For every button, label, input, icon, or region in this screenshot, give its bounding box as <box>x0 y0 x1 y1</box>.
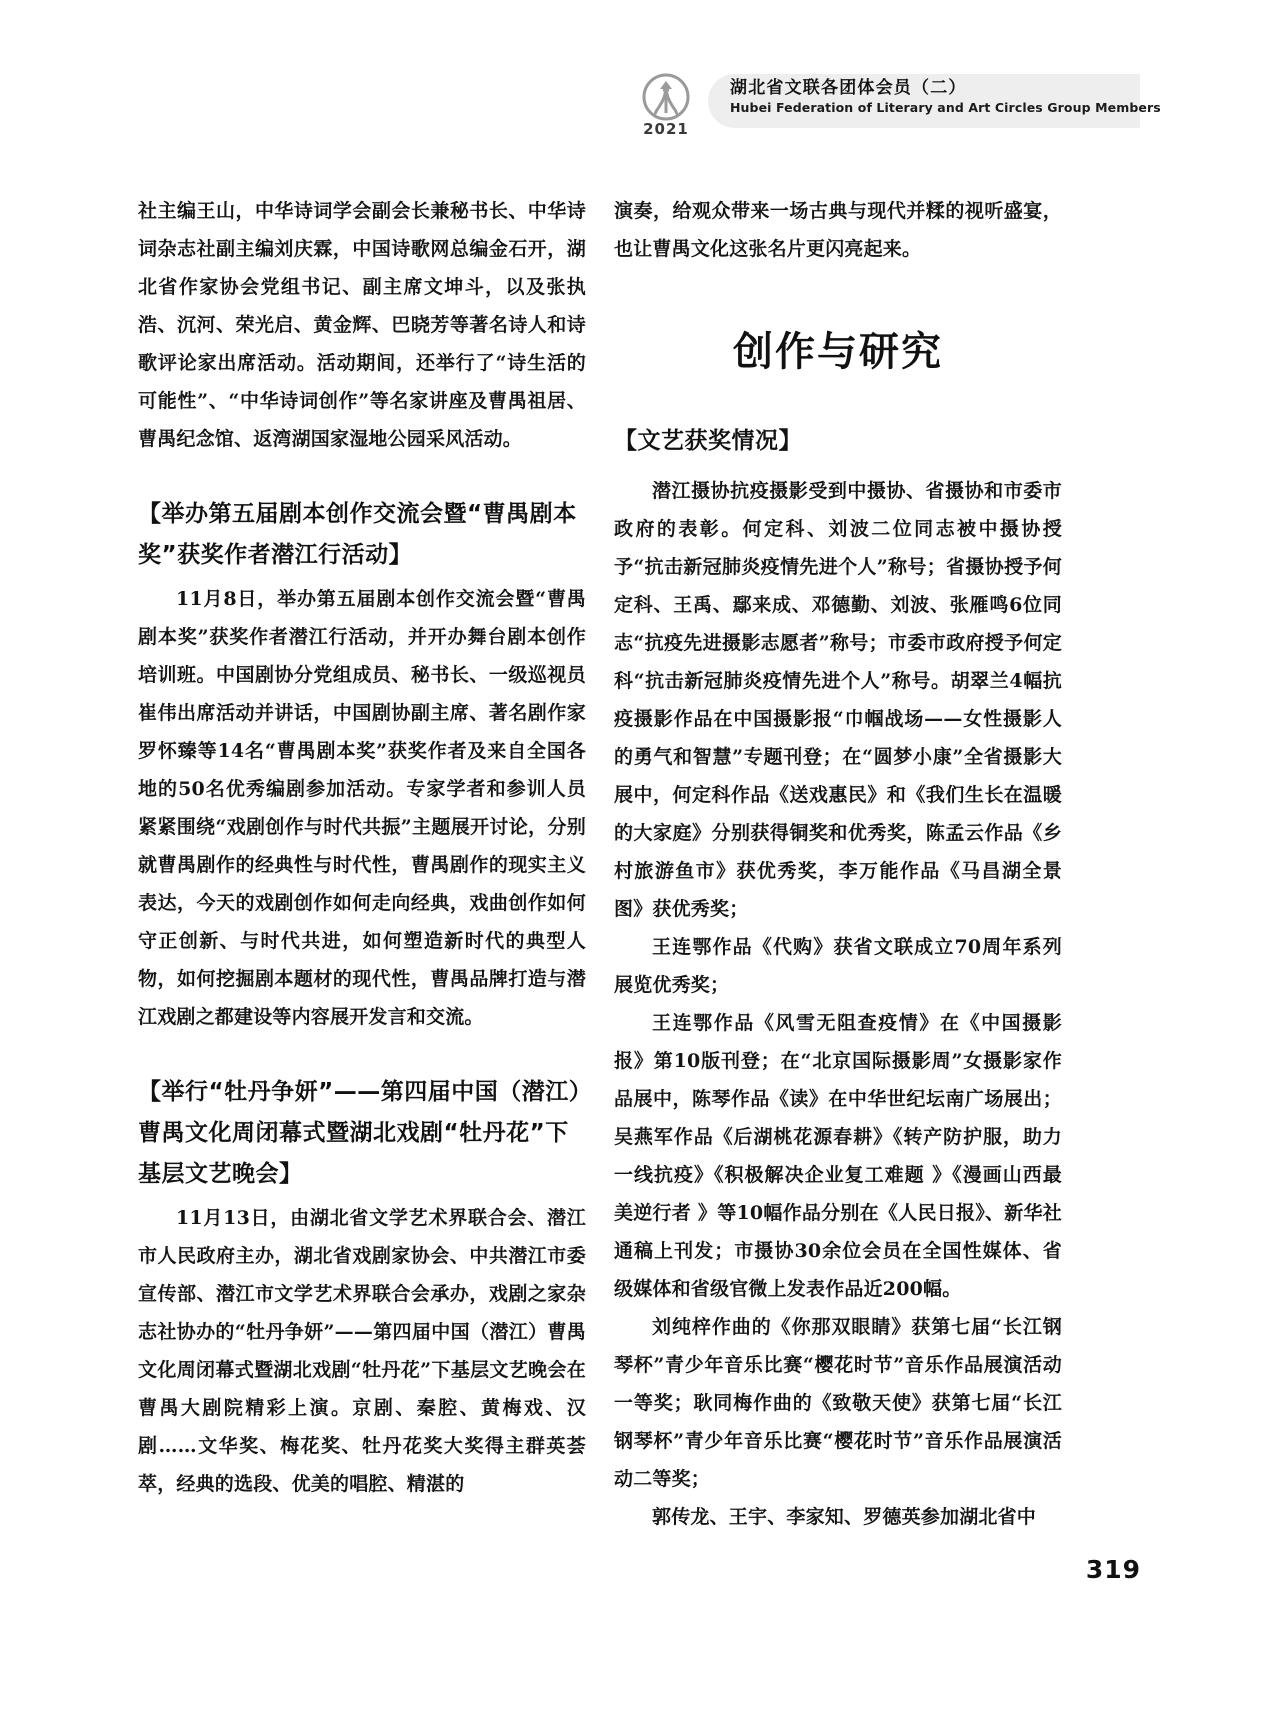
section-title-creation-and-research: 创作与研究 <box>733 329 943 375</box>
header-logo <box>630 72 702 138</box>
spacer <box>614 268 1062 324</box>
spacer <box>614 462 1062 472</box>
spacer <box>138 458 586 494</box>
federation-emblem-icon <box>641 72 691 122</box>
spacer <box>614 380 1062 420</box>
right-paragraph-4: 刘纯梓作曲的《你那双眼睛》获第七届“长江钢琴杯”青少年音乐比赛“樱花时节”音乐作品展演活动一等奖；耿同梅作曲的《致敬天使》获第七届“长江钢琴杯”青少年音乐比赛“樱花时节”音乐作品展演活动二等奖； <box>614 1316 1062 1490</box>
header-titles <box>730 77 1161 116</box>
right-heading-1: 【文艺获奖情况】 <box>614 428 802 454</box>
right-paragraph-5: 郭传龙、王宇、李家知、罗德英参加湖北省中 <box>652 1506 1037 1528</box>
left-heading-1: 【举办第五届剧本创作交流会暨“曹禺剧本奖”获奖作者潜江行活动】 <box>138 501 577 568</box>
right-paragraph-2: 王连鄂作品《代购》获省文联成立70周年系列展览优秀奖； <box>614 936 1062 996</box>
header-title-en: Hubei Federation of Literary and Art Circles Group Members <box>730 100 1161 115</box>
right-column <box>614 192 1062 1536</box>
right-paragraph-continued: 演奏，给观众带来一场古典与现代并糅的视听盛宴，也让曹禺文化这张名片更闪亮起来。 <box>614 200 1062 260</box>
page-running-header <box>620 72 1161 138</box>
header-title-cn: 湖北省文联各团体会员（二） <box>730 78 967 98</box>
left-paragraph-2: 11月13日，由湖北省文学艺术界联合会、潜江市人民政府主办，湖北省戏剧家协会、中共潜江市委宣传部、潜江市文学艺术界联合会承办，戏剧之家杂志社协办的“牡丹争妍”——第四届中国（潜江）曹禺文化周闭幕式暨湖北戏剧“牡丹花”下基层文艺晚会在曹禺大剧院精彩上演。京剧、秦腔、黄梅戏、汉剧……文华奖、梅花奖、牡丹花奖大奖得主群英荟萃，经典的选段、优美的唱腔、精湛的 <box>138 1207 586 1495</box>
right-paragraph-1: 潜江摄协抗疫摄影受到中摄协、省摄协和市委市政府的表彰。何定科、刘波二位同志被中摄协授予“抗击新冠肺炎疫情先进个人”称号；省摄协授予何定科、王禹、鄢来成、邓德勤、刘波、张雁鸣6位同志“抗疫先进摄影志愿者”称号；市委市政府授予何定科“抗击新冠肺炎疫情先进个人”称号。胡翠兰4幅抗疫摄影作品在中国摄影报“巾帼战场——女性摄影人的勇气和智慧”专题刊登；在“圆梦小康”全省摄影大展中，何定科作品《送戏惠民》和《我们生长在温暖的大家庭》分别获得铜奖和优秀奖，陈孟云作品《乡村旅游鱼市》获优秀奖，李万能作品《马昌湖全景图》获优秀奖； <box>614 480 1062 920</box>
left-column <box>138 192 586 1503</box>
left-heading-2: 【举行“牡丹争妍”——第四届中国（潜江）曹禺文化周闭幕式暨湖北戏剧“牡丹花”下基层文艺晚会】 <box>138 1079 581 1187</box>
right-paragraph-3: 王连鄂作品《风雪无阻查疫情》在《中国摄影报》第10版刊登；在“北京国际摄影周”女摄影家作品展中，陈琴作品《读》在中华世纪坛南广场展出；吴燕军作品《后湖桃花源春耕》《转产防护服，助力一线抗疫》《积极解决企业复工难题 》《漫画山西最美逆行者 》等10幅作品分别在《人民日报》、新华社通稿上刊发；市摄协30余位会员在全国性媒体、省级媒体和省级官微上发表作品近200幅。 <box>614 1012 1062 1300</box>
left-paragraph-continued: 社主编王山，中华诗词学会副会长兼秘书长、中华诗词杂志社副主编刘庆霖，中国诗歌网总编金石开，湖北省作家协会党组书记、副主席文坤斗，以及张执浩、沉河、荣光启、黄金辉、巴晓芳等著名诗人和诗歌评论家出席活动。活动期间，还举行了“诗生活的可能性”、“中华诗词创作”等名家讲座及曹禺祖居、曹禺纪念馆、返湾湖国家湿地公园采风活动。 <box>138 200 586 450</box>
spacer <box>138 1036 586 1072</box>
page-number: 319 <box>1085 1555 1141 1584</box>
header-year: 2021 <box>643 120 689 138</box>
left-paragraph-1: 11月8日，举办第五届剧本创作交流会暨“曹禺剧本奖”获奖作者潜江行活动，并开办舞台剧本创作培训班。中国剧协分党组成员、秘书长、一级巡视员崔伟出席活动并讲话，中国剧协副主席、著名剧作家罗怀臻等14名“曹禺剧本奖”获奖作者及来自全国各地的50名优秀编剧参加活动。专家学者和参训人员紧紧围绕“戏剧创作与时代共振”主题展开讨论，分别就曹禺剧作的经典性与时代性，曹禺剧作的现实主义表达，今天的戏剧创作如何走向经典，戏曲创作如何守正创新、与时代共进，如何塑造新时代的典型人物，如何挖掘剧本题材的现代性，曹禺品牌打造与潜江戏剧之都建设等内容展开发言和交流。 <box>138 588 586 1028</box>
